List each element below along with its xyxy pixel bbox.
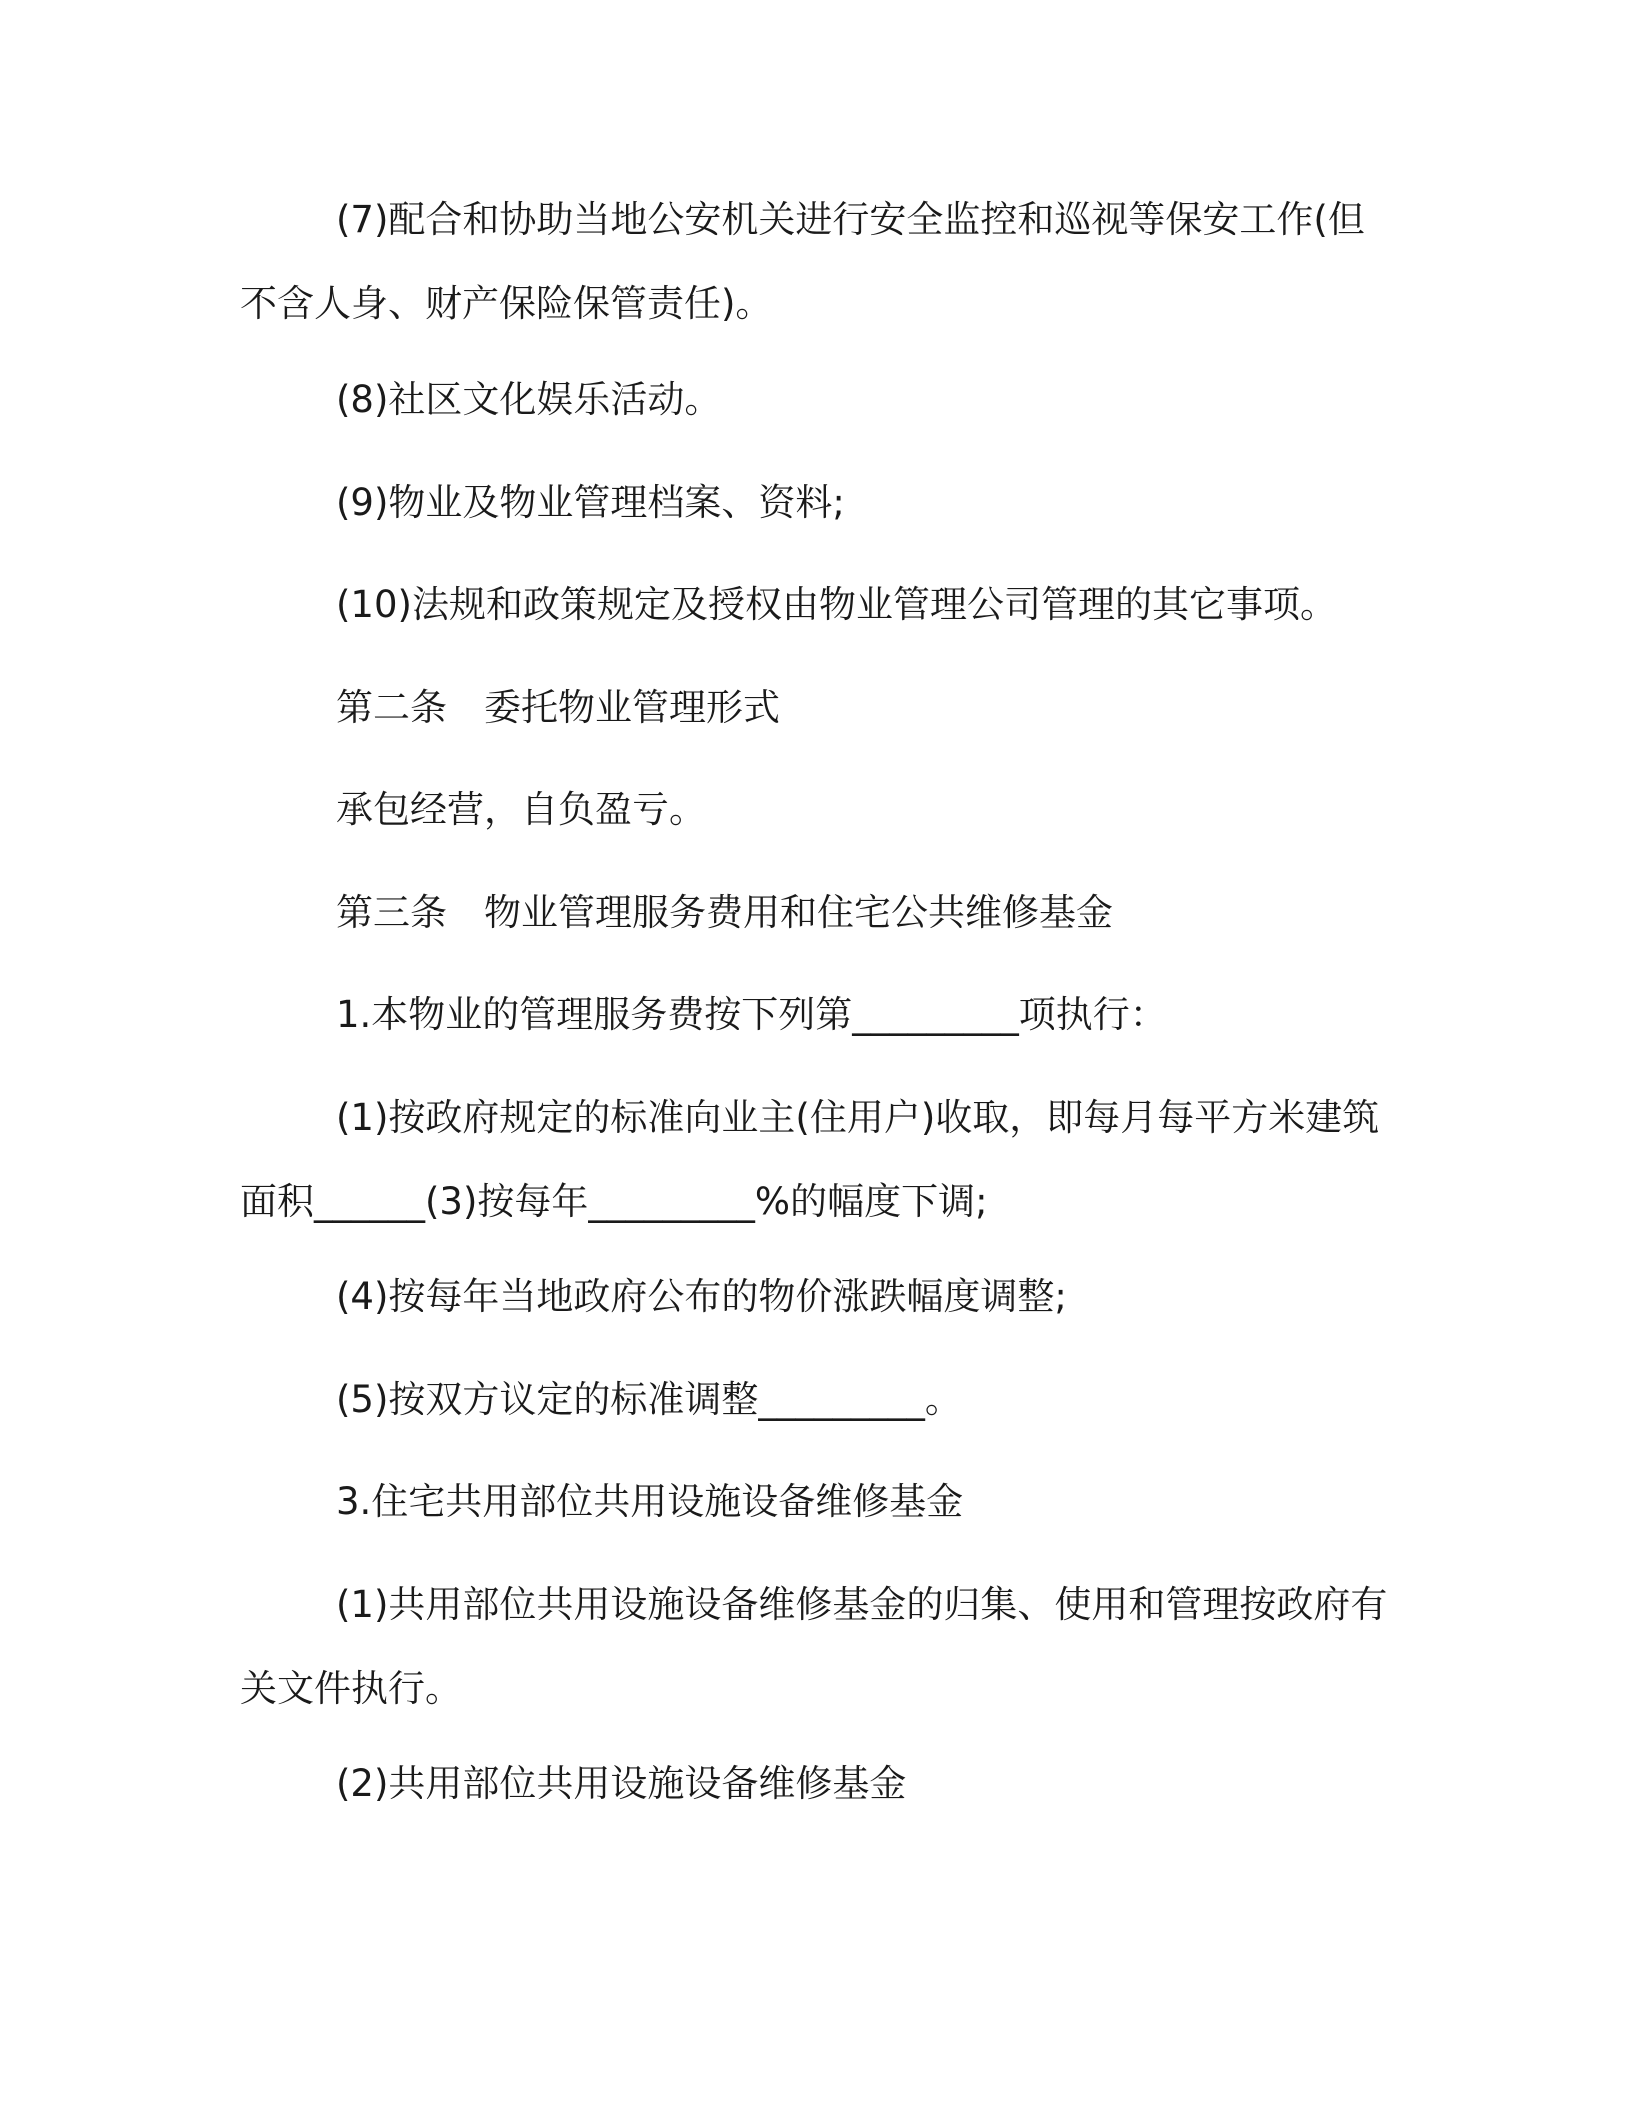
paragraph-item-9: (9)物业及物业管理档案、资料; bbox=[336, 481, 845, 524]
paragraph-fund-item-1: (1)共用部位共用设施设备维修基金的归集、使用和管理按政府有关文件执行。 bbox=[240, 1583, 1388, 1710]
paragraph-fee-option: 1.本物业的管理服务费按下列第_________项执行： bbox=[336, 993, 1167, 1036]
paragraph-maintenance-fund-heading: 3.住宅共用部位共用设施设备维修基金 bbox=[336, 1480, 964, 1523]
paragraph-item-8: (8)社区文化娱乐活动。 bbox=[336, 378, 722, 421]
paragraph-fee-item-1: (1)按政府规定的标准向业主(住用户)收取，即每月每平方米建筑面积______(3)按每年_________%的幅度下调; bbox=[240, 1096, 1380, 1223]
paragraph-contract-form: 承包经营，自负盈亏。 bbox=[336, 788, 706, 831]
paragraph-fee-item-5: (5)按双方议定的标准调整_________。 bbox=[336, 1378, 962, 1421]
article-heading-3: 第三条 物业管理服务费用和住宅公共维修基金 bbox=[336, 891, 1113, 934]
paragraph-item-10: (10)法规和政策规定及授权由物业管理公司管理的其它事项。 bbox=[336, 583, 1337, 626]
paragraph-fund-item-2: (2)共用部位共用设施设备维修基金 bbox=[336, 1762, 907, 1805]
article-heading-2: 第二条 委托物业管理形式 bbox=[336, 686, 780, 729]
paragraph-item-7: (7)配合和协助当地公安机关进行安全监控和巡视等保安工作(但不含人身、财产保险保管责任)。 bbox=[240, 198, 1365, 325]
paragraph-fee-item-4: (4)按每年当地政府公布的物价涨跌幅度调整; bbox=[336, 1275, 1067, 1318]
